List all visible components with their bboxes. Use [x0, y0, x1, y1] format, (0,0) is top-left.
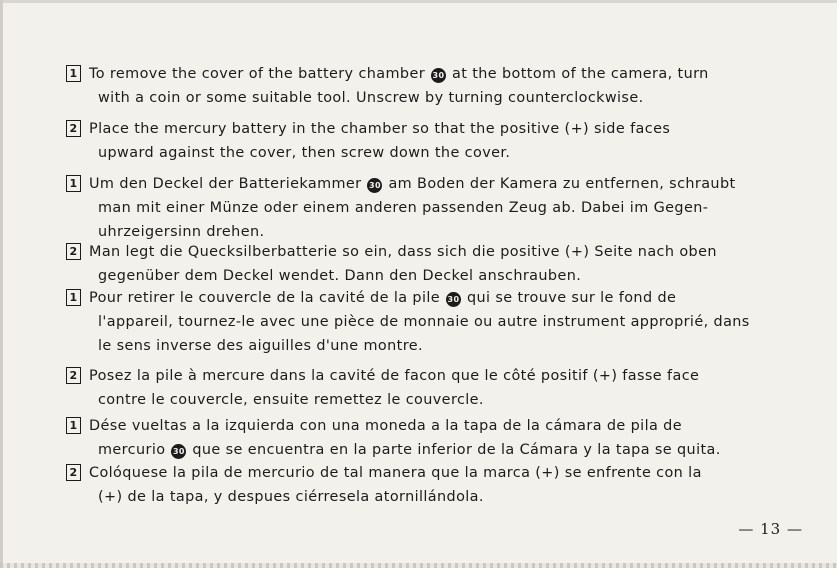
paragraph-line: contre le couvercle, ensuite remettez le couvercle. — [98, 392, 484, 408]
step-number-badge: 2 — [66, 464, 81, 481]
paragraph-line: 1 Dése vueltas a la izquierda con una moneda a la tapa de la cámara de pila de — [66, 414, 766, 438]
paragraph-fr-2 — [66, 364, 766, 412]
paragraph-en-2 — [66, 117, 766, 165]
callout-30-icon: 30 — [446, 292, 461, 307]
paragraph-fr-1 — [66, 286, 766, 358]
step-number-badge: 1 — [66, 65, 81, 82]
paragraph-es-1 — [66, 414, 766, 462]
step-number-badge: 2 — [66, 120, 81, 137]
paragraph-en-1 — [66, 62, 766, 110]
paragraph-line: 2 Colóquese la pila de mercurio de tal manera que la marca (+) se enfrente con la — [66, 461, 766, 485]
page-left-edge — [0, 0, 3, 568]
paragraph-line: uhrzeigersinn drehen. — [98, 224, 265, 240]
step-number-badge: 2 — [66, 367, 81, 384]
step-number-badge: 2 — [66, 243, 81, 260]
paragraph-line: 1 To remove the cover of the battery chamber 30 at the bottom of the camera, turn — [66, 62, 766, 86]
paragraph-line: 2 Place the mercury battery in the chamber so that the positive (+) side faces — [66, 117, 766, 141]
paragraph-line: le sens inverse des aiguilles d'une montre. — [98, 338, 423, 354]
paragraph-line: 1 Pour retirer le couvercle de la cavité de la pile 30 qui se trouve sur le fond de — [66, 286, 766, 310]
paragraph-de-1 — [66, 172, 766, 244]
callout-30-icon: 30 — [431, 68, 446, 83]
paragraph-line: 2 Posez la pile à mercure dans la cavité de facon que le côté positif (+) fasse face — [66, 364, 766, 388]
step-number-badge: 1 — [66, 417, 81, 434]
page-bottom-edge — [0, 563, 837, 568]
callout-30-icon: 30 — [171, 444, 186, 459]
paragraph-de-2 — [66, 240, 766, 288]
paragraph-line: man mit einer Münze oder einem anderen passenden Zeug ab. Dabei im Gegen- — [98, 200, 709, 216]
callout-30-icon: 30 — [367, 178, 382, 193]
paragraph-line: gegenüber dem Deckel wendet. Dann den Deckel anschrauben. — [98, 268, 582, 284]
page-number: — 13 — — [738, 520, 803, 538]
step-number-badge: 1 — [66, 289, 81, 306]
paragraph-line: upward against the cover, then screw down the cover. — [98, 145, 511, 161]
paragraph-line: (+) de la tapa, y despues ciérresela atornillándola. — [98, 489, 484, 505]
paragraph-line: l'appareil, tournez-le avec une pièce de monnaie ou autre instrument approprié, dans — [98, 314, 750, 330]
paragraph-line: 2 Man legt die Quecksilberbatterie so ein, dass sich die positive (+) Seite nach oben — [66, 240, 766, 264]
paragraph-line: mercurio 30 que se encuentra en la parte inferior de la Cámara y la tapa se quita. — [98, 442, 721, 458]
paragraph-line: 1 Um den Deckel der Batteriekammer 30 am Boden der Kamera zu entfernen, schraubt — [66, 172, 766, 196]
paragraph-line: with a coin or some suitable tool. Unscrew by turning counterclockwise. — [98, 90, 644, 106]
step-number-badge: 1 — [66, 175, 81, 192]
page-top-edge — [0, 0, 837, 3]
paragraph-es-2 — [66, 461, 766, 509]
